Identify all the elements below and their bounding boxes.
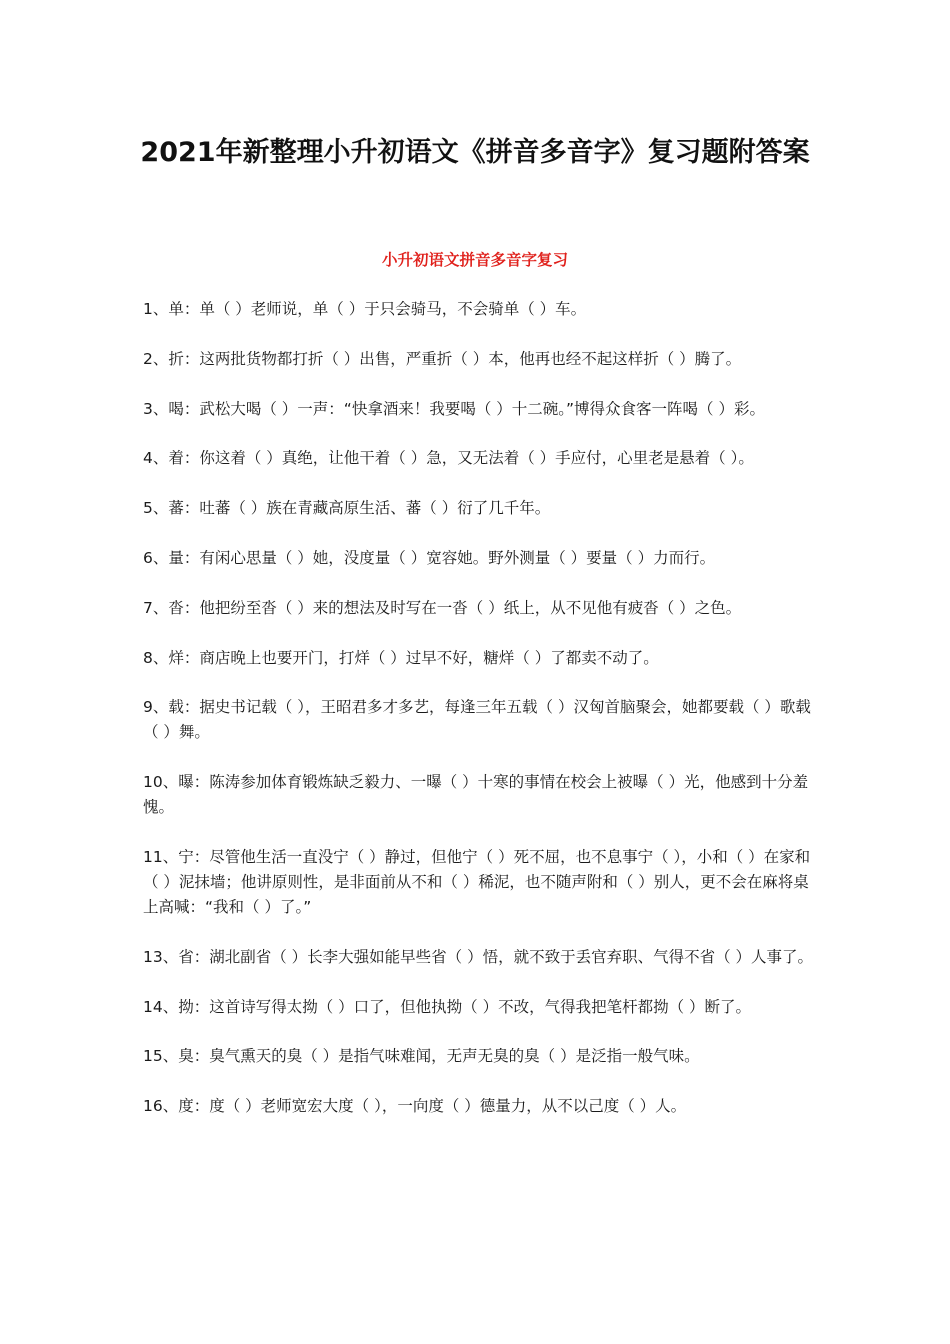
- document-title: 2021年新整理小升初语文《拼音多音字》复习题附答案: [140, 137, 810, 168]
- question-item-1: 1、单：单（ ）老师说，单（ ）于只会骑马，不会骑单（ ）车。: [143, 300, 587, 318]
- question-item-3: 3、喝：武松大喝（ ）一声：“快拿酒来！我要喝（ ）十二碗。”博得众食客一阵喝（ ）彩。: [143, 399, 765, 418]
- question-list: [143, 297, 813, 1144]
- section-subtitle: 小升初语文拼音多音字复习: [381, 251, 568, 269]
- question-item-11: 11、宁：尽管他生活一直没宁（ ）静过，但他宁（ ）死不屈，也不息事宁（ ），小和（ ）在家和（ ）泥抹墙；他讲原则性，是非面前从不和（ ）稀泥，也不随声附和（ ）别人，更不会在麻将桌上高喊：“我和（ ）了。”: [143, 847, 811, 916]
- question-item-2: 2、折：这两批货物都打折（ ）出售，严重折（ ）本，他再也经不起这样折（ ）腾了。: [143, 349, 742, 368]
- question-item-15: 15、臭：臭气熏天的臭（ ）是指气味难闻，无声无臭的臭（ ）是泛指一般气味。: [143, 1047, 700, 1066]
- question-item-16: 16、度：度（ ）老师宽宏大度（ ），一向度（ ）德量力，从不以己度（ ）人。: [143, 1097, 687, 1116]
- question-item-6: 6、量：有闲心思量（ ）她，没度量（ ）宽容她。野外测量（ ）要量（ ）力而行。: [143, 548, 716, 567]
- question-item-14: 14、拗：这首诗写得太拗（ ）口了，但他执拗（ ）不改，气得我把笔杆都拗（ ）断了。: [143, 997, 752, 1016]
- question-item-9: 9、载：据史书记载（ ），王昭君多才多艺，每逢三年五载（ ）汉匈首脑聚会，她都要载（ ）歌载（ ）舞。: [143, 698, 811, 742]
- question-item-7: 7、沓：他把纷至沓（ ）来的想法及时写在一沓（ ）纸上，从不见他有疲沓（ ）之色。: [143, 598, 742, 617]
- question-item-13: 13、省：湖北副省（ ）长李大强如能早些省（ ）悟，就不致于丢官弃职、气得不省（ ）人事了。: [143, 947, 814, 966]
- question-item-4: 4、着：你这着（ ）真绝，让他干着（ ）急，又无法着（ ）手应付，心里老是悬着（ ）。: [143, 449, 754, 468]
- question-item-5: 5、蕃：吐蕃（ ）族在青藏高原生活、蕃（ ）衍了几千年。: [143, 499, 551, 518]
- question-item-10: 10、曝：陈涛参加体育锻炼缺乏毅力、一曝（ ）十寒的事情在校会上被曝（ ）光，他感到十分羞愧。: [143, 773, 809, 817]
- question-item-8: 8、烊：商店晚上也要开门，打烊（ ）过早不好，糖烊（ ）了都卖不动了。: [143, 648, 659, 667]
